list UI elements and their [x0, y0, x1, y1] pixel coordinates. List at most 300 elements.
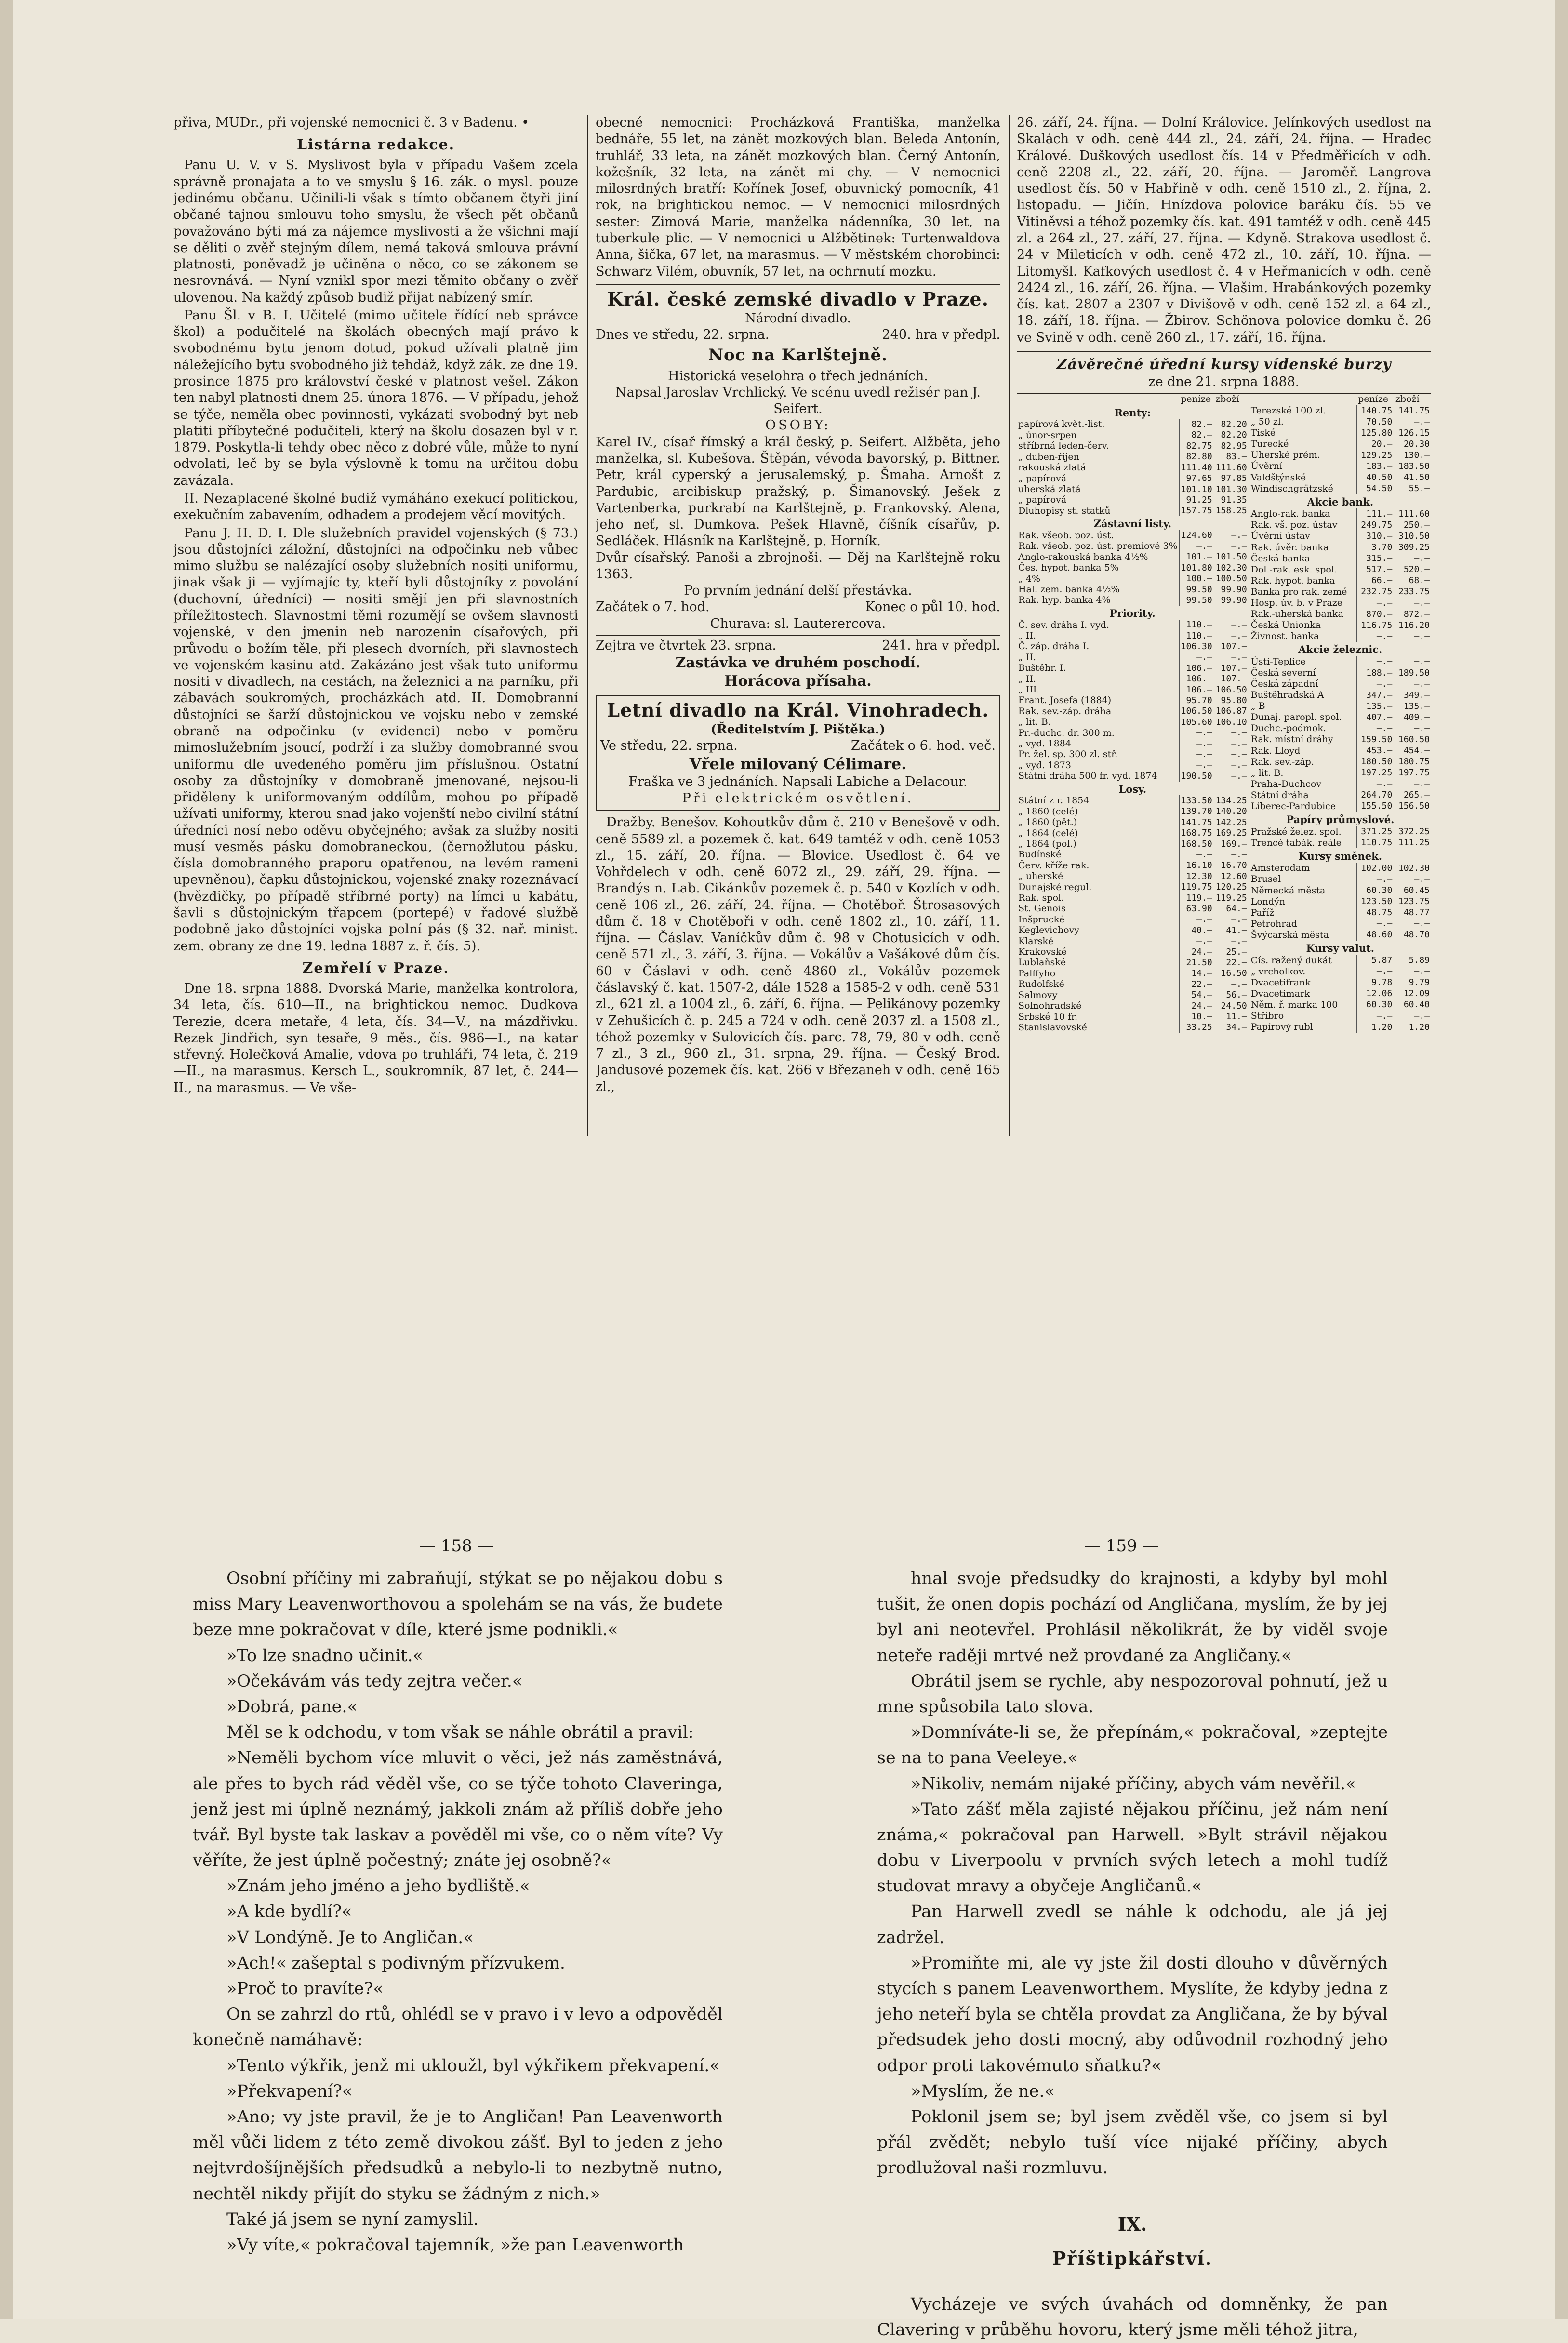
exchange-row	[1249, 837, 1431, 848]
exchange-security-name: Česká Unionka	[1250, 620, 1321, 631]
exchange-row	[1249, 598, 1431, 609]
exchange-security-name: Buštěhradská A	[1250, 690, 1324, 701]
exchange-money-value: 168.75	[1179, 828, 1214, 839]
exchange-security-name: Petrohrad	[1250, 918, 1297, 929]
binding-edge-left	[0, 0, 13, 2319]
exchange-money-value: —.—	[1179, 936, 1214, 946]
exchange-money-value: 82.75	[1179, 440, 1214, 451]
exchange-money-value: 135.—	[1356, 701, 1394, 712]
exchange-table-left	[1017, 393, 1249, 1033]
exchange-goods-value: —.—	[1394, 553, 1431, 564]
exchange-money-value: 16.10	[1179, 860, 1214, 871]
exchange-row	[1249, 999, 1431, 1011]
exchange-money-value: 106.50	[1179, 706, 1214, 717]
exchange-row	[1249, 679, 1431, 690]
exchange-section-label: Kursy valut.	[1306, 942, 1375, 955]
theatre-national-title: Král. české zemské divadlo v Praze.	[607, 288, 989, 310]
book-paragraph: »Nikoliv, nemám nijaké příčiny, abych vám nevěřil.«	[911, 1774, 1356, 1794]
exchange-money-value: 60.30	[1356, 999, 1394, 1011]
exchange-security-name: Rak. sev.-záp.	[1250, 756, 1314, 767]
theatre-summer-genre: Fraška ve 3 jednáních. Napsali Labiche a Delacour.	[628, 774, 968, 789]
exchange-row	[1249, 494, 1431, 508]
exchange-row	[1249, 427, 1431, 439]
exchange-security-name: „ 4%	[1018, 573, 1041, 584]
theatre-national-music: Churava: sl. Lauterercova.	[710, 616, 886, 631]
exchange-money-value: 124.60	[1179, 530, 1214, 541]
exchange-goods-value: 101.50	[1214, 552, 1249, 562]
exchange-goods-value: 48.77	[1394, 907, 1431, 918]
exchange-goods-value: —.—	[1394, 656, 1431, 667]
exchange-security-name: „ papírová	[1018, 473, 1067, 484]
exchange-security-name: „ II.	[1018, 673, 1036, 684]
theatre-national-end: Konec o půl 10. hod.	[865, 599, 1000, 615]
exchange-goods-value: 142.25	[1214, 817, 1249, 827]
exchange-goods-value: 156.50	[1394, 801, 1431, 812]
exchange-row	[1017, 817, 1249, 827]
exchange-goods-value: —.—	[1394, 874, 1431, 885]
exchange-money-value: 371.25	[1356, 826, 1394, 837]
exchange-row	[1249, 885, 1431, 896]
exchange-security-name: St. Genois	[1018, 903, 1066, 914]
exchange-money-value: —.—	[1179, 749, 1214, 759]
exchange-goods-value: 454.—	[1394, 745, 1431, 756]
exchange-goods-value: 169.25	[1214, 828, 1249, 839]
exchange-row	[1017, 839, 1249, 849]
exchange-security-name: Česká severní	[1250, 667, 1316, 678]
exchange-row	[1249, 1011, 1431, 1022]
exchange-row	[1017, 957, 1249, 968]
exchange-row	[1249, 575, 1431, 586]
exchange-goods-value: 123.75	[1394, 896, 1431, 907]
exchange-money-value: 9.78	[1356, 977, 1394, 988]
exchange-row	[1017, 641, 1249, 652]
theatre-summer-light: Při elektrickém osvětlení.	[682, 790, 914, 806]
book-paragraph: »Neměli bychom více mluvit o věci, jež nás zaměstnává, ale přes to bych rád věděl vše, co se týče tohoto Claveringa, jenž jest mi úplně neznámý, jakkoli znám až příliš dobře jeho tvář. Byl byste tak laskav a pověděl mi vše, co o něm víte? Vy věříte, že jest úplně počestný; znáte jej osobně?«	[193, 1748, 723, 1871]
exchange-goods-value: —.—	[1394, 631, 1431, 642]
exchange-goods-value: 169.—	[1214, 839, 1249, 849]
exchange-security-name: Inšpruckė	[1018, 914, 1065, 925]
exchange-security-name: Státní z r. 1854	[1018, 795, 1090, 806]
exchange-goods-value: —.—	[1394, 1011, 1431, 1022]
exchange-goods-value: 180.75	[1394, 756, 1431, 767]
exchange-security-name: Ústi-Teplice	[1250, 656, 1306, 667]
exchange-goods-value: 265.—	[1394, 789, 1431, 800]
exchange-security-name: Rak. hypot. banka	[1250, 575, 1335, 586]
exchange-security-name: „ 1860 (pět.)	[1018, 817, 1077, 828]
exchange-security-name: Živnost. banka	[1250, 631, 1319, 642]
exchange-row	[1017, 674, 1249, 684]
exchange-goods-value: —.—	[1214, 620, 1249, 630]
col-head-goods: zboží	[1214, 394, 1249, 405]
exchange-money-value: 1.20	[1356, 1022, 1394, 1033]
exchange-money-value: 407.—	[1356, 712, 1394, 723]
exchange-security-name: Německá města	[1250, 885, 1326, 896]
exchange-money-value: —.—	[1179, 541, 1214, 551]
exchange-money-value: 33.25	[1179, 1022, 1214, 1033]
exchange-row	[1017, 440, 1249, 451]
exchange-money-value: 95.70	[1179, 695, 1214, 706]
exchange-security-name: „ uherské	[1018, 871, 1063, 882]
exchange-money-value: 110.—	[1179, 620, 1214, 630]
exchange-security-name: Stříbro	[1250, 1010, 1284, 1021]
exchange-row	[1017, 419, 1249, 429]
exchange-row	[1017, 936, 1249, 946]
exchange-security-name: „ 1864 (pol.)	[1018, 839, 1076, 849]
exchange-security-name: Č. záp. dráha I.	[1018, 641, 1090, 652]
exchange-goods-value: 91.35	[1214, 494, 1249, 505]
exchange-security-name: Budínské	[1018, 849, 1062, 860]
exchange-money-value: —.—	[1356, 1011, 1394, 1022]
exchange-row	[1249, 896, 1431, 907]
exchange-goods-value: 100.50	[1214, 573, 1249, 584]
exchange-row	[1249, 1022, 1431, 1033]
exchange-security-name: stříbrná leden-červ.	[1018, 440, 1109, 452]
exchange-goods-value: 16.50	[1214, 968, 1249, 979]
exchange-money-value: 82.—	[1179, 430, 1214, 440]
exchange-goods-value: 520.—	[1394, 564, 1431, 575]
exchange-goods-value: 9.79	[1394, 977, 1431, 988]
exchange-security-name: Liberec-Pardubice	[1250, 800, 1336, 812]
exchange-goods-value: 130.—	[1394, 450, 1431, 461]
book-paragraph: »Dobrá, pane.«	[226, 1697, 358, 1717]
exchange-goods-value: 141.75	[1394, 405, 1431, 416]
exchange-money-value: 517.—	[1356, 564, 1394, 575]
exchange-goods-value: 12.09	[1394, 988, 1431, 999]
exchange-security-name: Terezské 100 zl.	[1250, 405, 1326, 416]
exchange-money-value: 10.—	[1179, 1012, 1214, 1022]
exchange-row	[1017, 1022, 1249, 1033]
exchange-security-name: Klarské	[1018, 935, 1054, 946]
exchange-security-name: „ II.	[1018, 652, 1036, 663]
news-column-2	[596, 115, 1000, 1136]
exchange-money-value: 168.50	[1179, 839, 1214, 849]
exchange-section-label: Akcie bank.	[1307, 495, 1374, 508]
exchange-money-value: 139.70	[1179, 806, 1214, 817]
exchange-security-name: papírová květ.-list.	[1018, 419, 1105, 430]
exchange-security-name: Trencé tabák. reále	[1250, 837, 1342, 848]
exchange-money-value: —.—	[1356, 778, 1394, 789]
exchange-row	[1017, 946, 1249, 957]
exchange-security-name: Č. sev. dráha I. vyd.	[1018, 619, 1109, 630]
exchange-table-right	[1249, 393, 1431, 1033]
exchange-goods-value: 140.20	[1214, 806, 1249, 817]
exchange-money-value: 110.—	[1179, 630, 1214, 641]
exchange-security-name: Česká západní	[1250, 679, 1318, 690]
exchange-goods-value: 309.25	[1394, 542, 1431, 553]
exchange-goods-value: 24.50	[1214, 1000, 1249, 1011]
deaths-text: Dne 18. srpna 1888. Dvorská Marie, manželka kontrolora, 34 leta, čís. 610—II., na brightickou nemoc. Dudkova Terezie, dcera metaře, 4 leta, čís. 34—V., na mázdřivku. Rezek Jindřich, syn tesaře, 9 měs., čís. 986—I., na katar střevný. Holečková Amalie, vdova po truhláři, 74 leta, č. 219—II., na marasmus. Kersch L., soukromník, 87 let, č. 244—II., na marasmus. — Ve vše-	[173, 981, 578, 1095]
exchange-security-name: Cís. ražený dukát	[1250, 955, 1332, 966]
exchange-goods-value: 12.60	[1214, 871, 1249, 881]
exchange-money-value: 111.40	[1179, 462, 1214, 473]
exchange-row	[1017, 516, 1249, 530]
exchange-row	[1017, 1000, 1249, 1011]
exchange-security-name: Londýn	[1250, 896, 1286, 907]
exchange-money-value: 24.—	[1179, 1000, 1214, 1011]
chapter-title: Příštipkářství.	[1052, 2248, 1213, 2270]
exchange-goods-value: 135.—	[1394, 701, 1431, 712]
exchange-section-label: Priority.	[1110, 607, 1156, 619]
exchange-money-value: 232.75	[1356, 586, 1394, 598]
exchange-goods-value: 101.30	[1214, 484, 1249, 494]
exchange-row	[1249, 667, 1431, 679]
exchange-row	[1017, 828, 1249, 839]
exchange-money-value: 310.—	[1356, 531, 1394, 542]
exchange-security-name: „ lit. B.	[1018, 717, 1051, 728]
book-page-left	[193, 1566, 723, 2258]
exchange-money-value: 188.—	[1356, 667, 1394, 679]
exchange-row	[1017, 771, 1249, 781]
exchange-row	[1249, 461, 1431, 472]
exchange-money-value: 66.—	[1356, 575, 1394, 586]
book-paragraph: »Znám jeho jméno a jeho bydliště.«	[226, 1877, 530, 1896]
exchange-goods-value: 111.60	[1214, 462, 1249, 473]
exchange-security-name: Banka pro rak. zemé	[1250, 586, 1347, 597]
exchange-security-name: Solnohradské	[1018, 1000, 1082, 1012]
exchange-goods-value: —.—	[1394, 723, 1431, 734]
exchange-money-value: —.—	[1179, 738, 1214, 749]
exchange-security-name: Valdštýnské	[1250, 472, 1306, 483]
exchange-goods-value: 41.—	[1214, 925, 1249, 935]
theatre-national-next-play-1: Zastávka ve druhém poschodí.	[675, 654, 921, 672]
exchange-money-value: 99.50	[1179, 584, 1214, 595]
exchange-money-value: —.—	[1179, 914, 1214, 925]
exchange-section-label: Zástavní listy.	[1093, 518, 1172, 530]
exchange-security-name: Keglevichovy	[1018, 925, 1080, 936]
exchange-row	[1249, 930, 1431, 941]
exchange-section-label: Losy.	[1118, 783, 1147, 795]
exchange-goods-value: —.—	[1394, 966, 1431, 977]
exchange-goods-value: 116.20	[1394, 620, 1431, 631]
exchange-row	[1249, 631, 1431, 642]
news-column-1	[173, 115, 578, 1136]
exchange-money-value: —.—	[1356, 679, 1394, 690]
book-paragraph: »Domníváte-li se, že přepínám,« pokračoval, »zeptejte se na to pana Veeleye.«	[877, 1723, 1388, 1768]
exchange-goods-value: 197.75	[1394, 767, 1431, 778]
exchange-goods-value: 99.90	[1214, 584, 1249, 595]
theatre-summer-subtitle: (Ředitelstvím J. Pištěka.)	[710, 722, 886, 737]
exchange-row	[1249, 988, 1431, 999]
exchange-money-value: 106.30	[1179, 641, 1214, 652]
exchange-security-name: Rak. všeob. poz. úst.	[1018, 530, 1114, 541]
exchange-row	[1017, 684, 1249, 695]
auctions-text: Dražby. Benešov. Kohoutkův dům č. 210 v Benešově v odh. ceně 5589 zl. a pozemek č. kat. 649 tamtéž v odh. ceně 1053 zl., 15. září, 20. října. — Blovice. Usedlost č. 64 ve Vohřdelech v odh. ceně 6072 zl., 29. září, 29. října. — Brandýs n. Lab. Cikánkův pozemek č. p. 540 v Kozlích v odh. ceně 106 zl., 26. září, 24. října. — Chotěboř. Štrosasových dům č. 18 v Chotěboři v odh. ceně 1802 zl., 10. září, 11. října. — Čáslav. Vaníčkův dům č. 98 v Chotusicích v odh. ceně 571 zl., 3. září, 3. října. — Vokálův a Vašákové dům čís. 60 v Čáslavi v odh. ceně 4860 zl., Vokálův pozemek čáslavský č. kat. 1507-2, dále 1528 a 1585-2 v odh. ceně 531 zl., 621 zl. a 1004 zl., 6. září, 6. října. — Pelikánovy pozemky v Zehušicích č. p. 245 a 724 v odh. ceně 2037 zl. a 1508 zl., téhož pozemky v Sulovicích čís. parc. 78, 79, 80 v odh. ceně 7 zl., 3 zl., 960 zl., 31. srpna, 29. října. — Český Brod. Jandusové pozemek čís. kat. 266 v Březaneh v odh. ceně 165 zl.,	[596, 815, 1000, 1094]
exchange-security-name: „ papírová	[1018, 494, 1067, 506]
exchange-money-value: 48.75	[1356, 907, 1394, 918]
theatre-summer-date: Ve středu, 22. srpna.	[600, 738, 738, 753]
book-paragraph: Pan Harwell zvedl se náhle k odchodu, ale já jej zadržel.	[877, 1902, 1388, 1947]
exchange-goods-value: —.—	[1214, 760, 1249, 771]
exchange-money-value: —.—	[1179, 849, 1214, 860]
exchange-section-label: Papíry průmyslové.	[1286, 813, 1395, 826]
exchange-title: Závěrečné úřední kursy vídenské burzy	[1056, 356, 1392, 373]
exchange-goods-value: 97.85	[1214, 473, 1249, 484]
exchange-money-value: 106.—	[1179, 674, 1214, 684]
exchange-section-label: Renty:	[1114, 406, 1151, 419]
exchange-goods-value: 189.50	[1394, 667, 1431, 679]
exchange-row	[1017, 473, 1249, 484]
exchange-goods-value: 183.50	[1394, 461, 1431, 472]
book-paragraph: »Promiňte mi, ale vy jste žil dosti dlouho v důvěrných stycích s panem Leavenworthem. Myslíte, že kdyby jedna z jeho neteří byla se chtěla provdat za Angličana, že by býval předsudek jeho dosti mocný, aby odůvodnil rozhodný jeho odpor proti takovémuto sňatku?«	[877, 1953, 1388, 2076]
page-number-right: — 159 —	[1084, 1536, 1159, 1556]
theatre-summer-start: Začátek o 6. hod. več.	[850, 738, 996, 753]
exchange-security-name: rakouská zlatá	[1018, 462, 1086, 473]
exchange-row	[1249, 955, 1431, 966]
exchange-money-value: 99.50	[1179, 595, 1214, 605]
exchange-row	[1249, 472, 1431, 483]
exchange-security-name: Buštěhr. I.	[1018, 663, 1066, 674]
exchange-security-name: Srbské 10 fr.	[1018, 1011, 1078, 1022]
exchange-money-value: 453.—	[1356, 745, 1394, 756]
exchange-row	[1017, 892, 1249, 903]
book-paragraph: »Ano; vy jste pravil, že je to Angličan! Pan Leavenworth měl vůči lidem z této země divokou zášť. Byl to jeden z jeho nejtvrdošíjnějších předsudků a nebylo-li to nezbytně nutno, nechtěl nikdy přijít do styku se žádným z nich.»	[193, 2107, 723, 2204]
exchange-security-name: „ lit. B.	[1250, 767, 1284, 778]
exchange-security-name: Švýcarská města	[1250, 929, 1329, 940]
exchange-security-name: Čes. hypot. banka 5%	[1018, 562, 1119, 573]
exchange-row	[1017, 430, 1249, 440]
exchange-row	[1017, 990, 1249, 1000]
exchange-goods-value: —.—	[1394, 918, 1431, 929]
exchange-row	[1249, 483, 1431, 494]
exchange-security-name: „ II.	[1018, 630, 1036, 641]
exchange-row	[1249, 966, 1431, 977]
exchange-security-name: Paříž	[1250, 907, 1275, 918]
exchange-money-value: 105.60	[1179, 717, 1214, 727]
exchange-tables	[1017, 393, 1431, 1033]
book-paragraph: Osobní příčiny mi zabraňují, stýkat se po nějakou dobu s miss Mary Leavenworthovou a spolehám se na vás, že budete beze mne pokračovat v díle, které jsme podnikli.«	[193, 1569, 723, 1640]
exchange-security-name: „ 1860 (celé)	[1018, 806, 1078, 817]
exchange-row	[1017, 871, 1249, 881]
exchange-money-value: —.—	[1356, 918, 1394, 929]
exchange-goods-value: 107.—	[1214, 663, 1249, 673]
exchange-row	[1017, 968, 1249, 979]
exchange-row	[1249, 723, 1431, 734]
exchange-money-value: 101.10	[1179, 484, 1214, 494]
exchange-row	[1017, 1012, 1249, 1022]
exchange-goods-value: 55.—	[1394, 483, 1431, 494]
exchange-row	[1249, 531, 1431, 542]
book-paragraph: »Překvapení?«	[226, 2081, 353, 2101]
book-paragraph: »To lze snadno učinit.«	[226, 1646, 423, 1665]
page-number-left: — 158 —	[419, 1536, 494, 1556]
theatre-national-pause: Po prvním jednání delší přestávka.	[684, 583, 912, 599]
exchange-security-name: Palffyho	[1018, 968, 1056, 979]
exchange-money-value: —.—	[1179, 728, 1214, 738]
exchange-goods-value: —.—	[1214, 771, 1249, 781]
exchange-goods-value: —.—	[1214, 738, 1249, 749]
exchange-row	[1017, 979, 1249, 989]
book-paragraph: Vycházeje ve svých úvahách od domněnky, že pan Clavering v průběhu hovoru, který jsme měli téhož jitra,	[877, 2295, 1388, 2340]
exchange-money-value: 102.00	[1356, 863, 1394, 874]
col-head-money: peníze	[1356, 394, 1394, 405]
exchange-row	[1249, 977, 1431, 988]
exchange-goods-value: 106.87	[1214, 706, 1249, 717]
auctions-continued: 26. září, 24. října. — Dolní Královice. Jelínkových usedlost na Skalách v odh. ceně 444 zl., 24. září, 24. října. — Hradec Králové. Duškových usedlost čís. 14 v Předměřicích v odh. ceně 2208 zl., 22. září, 20. října. — Jaroměř. Langrova usedlost čís. 50 v Habřině v odh. ceně 1510 zl., 2. října, 2. listopadu. — Jičín. Hnízdova polovice baráku čís. 55 ve Vitiněvsi a téhož pozemky čís. kat. 491 tamtéž v odh. ceně 445 zl. a 264 zl., 27. září, 27. října. — Kdyně. Strakova usedlost č. 24 v Mileticích v odh. ceně 472 zl., 10. září, 10. října. — Litomyšl. Kafkových usedlost č. 4 v Heřmanicích v odh. ceně 2424 zl., 16. září, 26. října. — Vlašim. Hrabánkových pozemky čís. kat. 2807 a 2307 v Divišově v odh. ceně 152 zl. a 64 zl., 18. září, 18. října. — Žbirov. Schönova polovice domku č. 26 ve Svině v odh. ceně 260 zl., 17. září, 16. října.	[1017, 115, 1431, 345]
exchange-row	[1017, 706, 1249, 717]
exchange-goods-value: 107.—	[1214, 674, 1249, 684]
exchange-row	[1249, 918, 1431, 929]
exchange-row	[1249, 656, 1431, 667]
exchange-security-name: „ vyd. 1884	[1018, 738, 1071, 749]
exchange-goods-value: 64.—	[1214, 903, 1249, 914]
exchange-money-value: 119.—	[1179, 892, 1214, 903]
exchange-row	[1249, 553, 1431, 564]
book-paragraph: Poklonil jsem se; byl jsem zvěděl vše, co jsem si byl přál zvědět; nebylo tuší více nijaké příčiny, abych prodlužoval naši rozmluvu.	[877, 2107, 1388, 2178]
exchange-money-value: 119.75	[1179, 882, 1214, 892]
exchange-security-name: Hosp. úv. b. v Praze	[1250, 597, 1342, 608]
exchange-money-value: 24.—	[1179, 946, 1214, 957]
exchange-goods-value: 82.20	[1214, 419, 1249, 429]
exchange-goods-value: —.—	[1214, 630, 1249, 641]
exchange-money-value: 40.50	[1356, 472, 1394, 483]
exchange-security-name: Salmovy	[1018, 989, 1058, 1000]
exchange-security-name: Dol.-rak. esk. spol.	[1250, 564, 1337, 575]
exchange-row	[1017, 552, 1249, 562]
theatre-national-scene: Dvůr císařský. Panoši a zbrojnoši. — Děj na Karlštejně roku 1363.	[596, 550, 1000, 582]
letter-1: Panu U. V. v S. Myslivost byla v případu Vašem zcela správně pronajata a to ve smyslu § 16. zák. o mysl. pouze jedinému občanu. Učinili-li však s tímto občanem čtyři jiní občané tajnou smlouvu toho smyslu, že všech pět občanů považováno býti má za nájemce myslivosti a že všichni mají se děliti o zvěř stejným dílem, nemá taková smlouva právní platnosti, poněvadž je učiněna o něco, co se zákonem se nesrovnává. — Nyní vznikl spor mezi těmito občany o zvěř ulovenou. Na každý způsob budiž přijat nabízený smír.	[173, 158, 578, 305]
exchange-row	[1249, 508, 1431, 519]
exchange-date: ze dne 21. srpna 1888.	[1148, 374, 1300, 390]
exchange-security-name: Úvěrní ústav	[1250, 531, 1310, 542]
exchange-money-value: —.—	[1356, 656, 1394, 667]
exchange-security-name: uherská zlatá	[1018, 483, 1081, 494]
exchange-goods-value: 111.25	[1394, 837, 1431, 848]
book-paragraph: »V Londýně. Je to Angličan.«	[226, 1928, 474, 1947]
exchange-security-name: Frant. Josefa (1884)	[1018, 695, 1112, 706]
exchange-row	[1249, 907, 1431, 918]
letter-2: Panu Šl. v B. I. Učitelé (mimo učitele řídící neb správce škol) a podučitelé na školách obecných mají právo k svobodnému bytu jenom dotud, pokud užívali platně jim náležejícího bytu svobodného již tehdáž, když zák. ze dne 19. prosince 1875 pro království české v platnost vešel. Zákon ten nabyl platnosti dnem 25. února 1876. — V případu, jehož se týče, neměla obec povinnosti, vykázati svobodný byt neb platiti příbytečné podučiteli, který na školu dosazen byl v r. 1879. Poskytla-li tehdy obec něco z dobré vůle, může to nyní odvolati, leč by se byla výslovně k tomu na určitou dobu zavázala.	[173, 307, 578, 488]
exchange-money-value: —.—	[1356, 598, 1394, 609]
exchange-money-value: 141.75	[1179, 817, 1214, 827]
exchange-money-value: 106.—	[1179, 663, 1214, 673]
exchange-row	[1017, 849, 1249, 860]
exchange-money-value: 249.75	[1356, 519, 1394, 531]
exchange-money-value: 140.75	[1356, 405, 1394, 416]
letter-3: II. Nezaplacené školné budiž vymáháno exekucí politickou, exekučním zabavením, odhadem a prodejem věcí movitých.	[173, 491, 578, 523]
exchange-security-name: Rak. spol.	[1018, 892, 1064, 904]
exchange-row	[1249, 801, 1431, 812]
column-rule-1	[587, 115, 588, 1136]
exchange-goods-value: 82.95	[1214, 440, 1249, 451]
exchange-row	[1017, 882, 1249, 892]
exchange-money-value: 125.80	[1356, 427, 1394, 439]
exchange-security-name: Dvacetimark	[1250, 988, 1310, 999]
exchange-goods-value: —.—	[1214, 728, 1249, 738]
exchange-goods-value: —.—	[1214, 936, 1249, 946]
exchange-goods-value: 41.50	[1394, 472, 1431, 483]
exchange-security-name: Dunaj. paropl. spol.	[1250, 712, 1342, 723]
exchange-security-name: Amsterodam	[1250, 863, 1310, 874]
exchange-goods-value: 68.—	[1394, 575, 1431, 586]
section-heading-listarna: Listárna redakce.	[296, 136, 455, 154]
exchange-money-value: 70.50	[1356, 416, 1394, 427]
theatre-national-next-perf: 241. hra v předpl.	[882, 638, 1000, 653]
exchange-money-value: 54.—	[1179, 990, 1214, 1000]
exchange-row	[1017, 652, 1249, 663]
exchange-security-name: Dvacetifrank	[1250, 977, 1311, 988]
exchange-goods-value: —.—	[1214, 979, 1249, 989]
exchange-security-name: Duchc.-podmok.	[1250, 723, 1326, 734]
exchange-row	[1017, 903, 1249, 914]
exchange-money-value: 40.—	[1179, 925, 1214, 935]
exchange-money-value: —.—	[1179, 760, 1214, 771]
exchange-row	[1017, 663, 1249, 673]
theatre-national-play: Noc na Karlštejně.	[708, 346, 888, 365]
exchange-security-name: Rudolfské	[1018, 979, 1064, 990]
book-paragraph: »A kde bydlí?«	[226, 1902, 352, 1922]
exchange-money-value: —.—	[1356, 874, 1394, 885]
exchange-goods-value: 158.25	[1214, 506, 1249, 516]
